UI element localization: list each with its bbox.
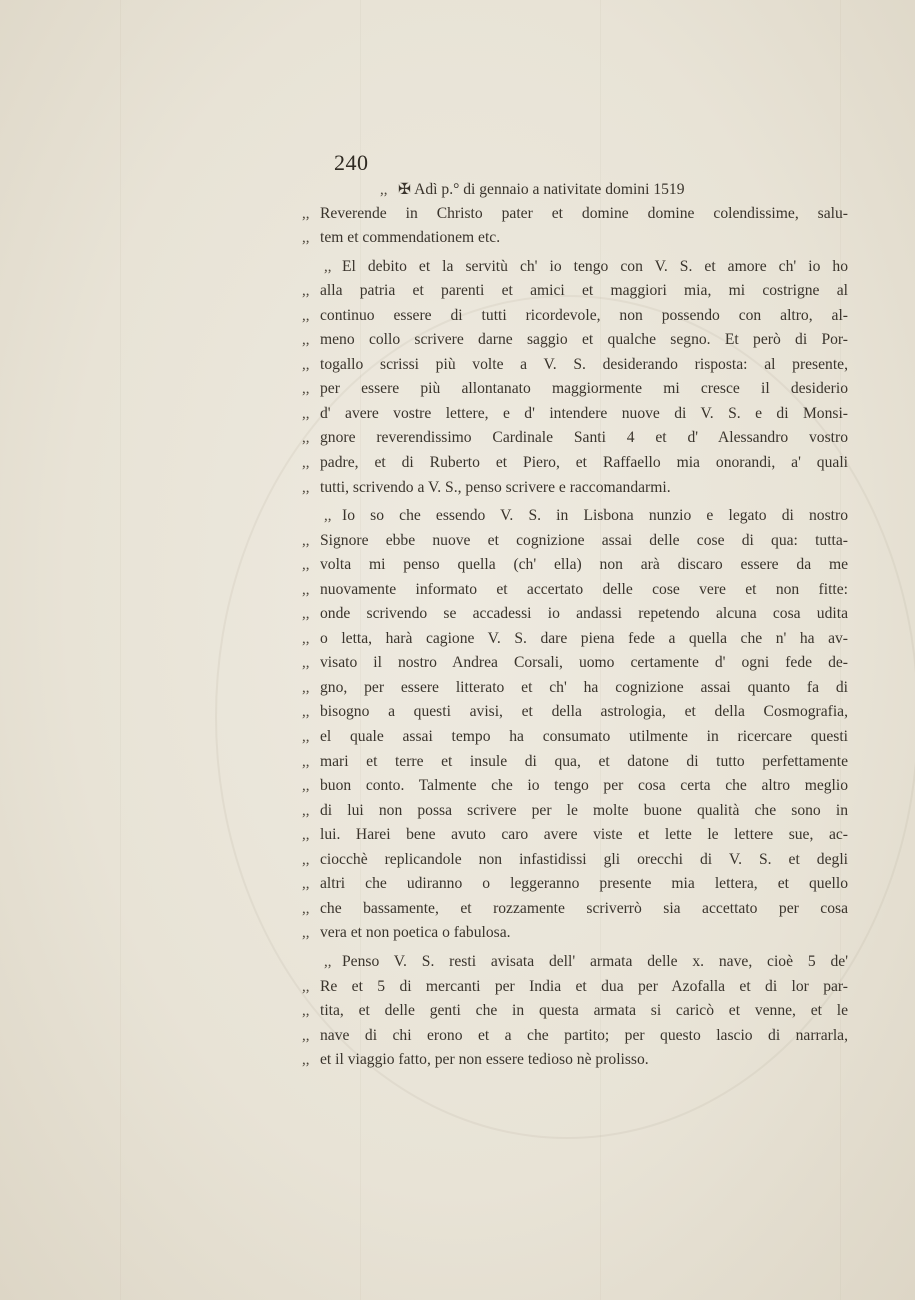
quote-mark: ,, [302,557,310,574]
line-text: Reverende in Christo pater et domine domine colendissime, salu- [320,204,848,222]
text-line [302,356,848,381]
line-text: mari et terre et insule di qua, et datone di tutto perfettamente [320,752,848,770]
line-text: d' avere vostre lettere, e d' intendere nuove di V. S. e di Monsi- [320,404,848,422]
text-line [302,654,848,679]
quote-mark: ,, [302,753,310,770]
text-line [302,924,848,949]
line-text: alla patria et parenti et amici et maggiori mia, mi costrigne al [320,282,848,300]
text-line [302,953,848,978]
quote-mark: ,, [302,1003,310,1020]
quote-mark: ,, [302,283,310,300]
text-line [302,703,848,728]
text-line [302,454,848,479]
line-text: nave di chi erono et a che partito; per questo lascio di narrarla, [320,1026,848,1044]
quote-mark: ,, [302,876,310,893]
quote-mark: ,, [302,381,310,398]
text-line [302,630,848,655]
quote-mark: ,, [302,405,310,422]
text-line [302,581,848,606]
text-line [302,258,848,283]
line-text: ✠ Adì p.° di gennaio a nativitate domini 1519 [398,181,685,198]
quote-mark: ,, [302,332,310,349]
page-number: 240 [334,150,369,175]
quote-mark: ,, [302,851,310,868]
text-line [302,282,848,307]
line-text: gno, per essere litterato et ch' ha cognizione assai quanto fa di [320,678,848,696]
line-text: onde scrivendo se accadessi io andassi repetendo alcuna cosa udita [320,605,848,623]
quote-mark: ,, [302,978,310,995]
quote-mark: ,, [302,356,310,373]
text-line [302,1002,848,1027]
quote-mark: ,, [302,205,310,222]
quote-mark: ,, [302,455,310,472]
text-line [302,679,848,704]
text-line [302,875,848,900]
text-line [302,851,848,876]
text-line [302,331,848,356]
quote-mark: ,, [302,925,310,942]
quote-mark: ,, [380,182,388,198]
text-line [302,507,848,532]
text-line [302,802,848,827]
line-text: Re et 5 di mercanti per India et dua per Azofalla et di lor par- [320,977,848,995]
line-text: et il viaggio fatto, per non essere tedioso nè prolisso. [320,1051,649,1069]
quote-mark: ,, [302,630,310,647]
text-line [302,777,848,802]
text-line [302,978,848,1003]
quote-mark: ,, [302,802,310,819]
text-line [302,556,848,581]
quote-mark: ,, [324,508,332,525]
quote-mark: ,, [302,655,310,672]
quote-mark: ,, [324,953,332,970]
quote-mark: ,, [302,532,310,549]
line-text: Io so che essendo V. S. in Lisbona nunzio e legato di nostro [342,507,848,525]
quote-mark: ,, [302,307,310,324]
line-text: altri che udiranno o leggeranno presente mia lettera, et quello [320,875,848,893]
quote-mark: ,, [302,230,310,247]
line-text: Signore ebbe nuove et cognizione assai delle cose di qua: tutta- [320,531,848,549]
text-line [302,205,848,230]
text-line [302,900,848,925]
line-text: tem et commendationem etc. [320,229,501,247]
line-text: togallo scrissi più volte a V. S. desiderando risposta: al presente, [320,355,848,373]
line-text: tita, et delle genti che in questa armata si caricò et venne, et le [320,1002,848,1020]
line-text: vera et non poetica o fabulosa. [320,924,511,942]
line-text: El debito et la servitù ch' io tengo con V. S. et amore ch' io ho [342,257,848,275]
line-text: di lui non possa scrivere per le molte buone qualità che sono in [320,801,848,819]
text-line [302,1051,848,1076]
text-line [302,532,848,557]
quote-mark: ,, [302,1052,310,1069]
line-text: tutti, scrivendo a V. S., penso scrivere e raccomandarmi. [320,478,671,496]
quote-mark: ,, [302,827,310,844]
quote-mark: ,, [302,479,310,496]
text-line [302,180,848,205]
line-text: lui. Harei bene avuto caro avere viste et lette le lettere sue, ac- [320,826,848,844]
quote-mark: ,, [302,1027,310,1044]
text-line [302,307,848,332]
line-text: ciocchè replicandole non infastidissi gli orecchi di V. S. et degli [320,850,848,868]
text-line [302,826,848,851]
paper-chainline [120,0,121,1300]
quote-mark: ,, [302,900,310,917]
line-text: nuovamente informato et accertato delle cose vere et non fitte: [320,580,848,598]
line-text: volta mi penso quella (ch' ella) non arà discaro essere da me [320,556,848,574]
text-line [302,405,848,430]
quote-mark: ,, [302,704,310,721]
quote-mark: ,, [302,430,310,447]
quote-mark: ,, [302,729,310,746]
line-text: visato il nostro Andrea Corsali, uomo certamente d' ogni fede de- [320,654,848,672]
line-text: gnore reverendissimo Cardinale Santi 4 et d' Alessandro vostro [320,429,848,447]
line-text: el quale assai tempo ha consumato utilmente in ricercare questi [320,728,848,746]
line-text: per essere più allontanato maggiormente mi cresce il desiderio [320,380,848,398]
line-text: che bassamente, et rozzamente scriverrò sia accettato per cosa [320,899,848,917]
line-text: buon conto. Talmente che io tengo per cosa certa che altro meglio [320,777,848,795]
text-line [302,380,848,405]
text-line [302,229,848,254]
quote-mark: ,, [324,258,332,275]
quote-mark: ,, [302,679,310,696]
text-line [302,479,848,504]
text-line [302,728,848,753]
text-line [302,429,848,454]
quote-mark: ,, [302,778,310,795]
quote-mark: ,, [302,581,310,598]
text-line [302,605,848,630]
text-line [302,753,848,778]
line-text: o letta, harà cagione V. S. dare piena fede a quella che n' ha av- [320,629,848,647]
line-text: Penso V. S. resti avisata dell' armata delle x. nave, cioè 5 de' [342,952,848,970]
line-text: meno collo scrivere darne saggio et qualche segno. Et però di Por- [320,331,848,349]
line-text: continuo essere di tutti ricordevole, non possendo con altro, al- [320,306,848,324]
letter-text [302,180,848,1076]
text-line [302,1027,848,1052]
quote-mark: ,, [302,606,310,623]
line-text: padre, et di Ruberto et Piero, et Raffaello mia onorandi, a' quali [320,454,848,472]
line-text: bisogno a questi avisi, et della astrologia, et della Cosmografia, [320,703,848,721]
